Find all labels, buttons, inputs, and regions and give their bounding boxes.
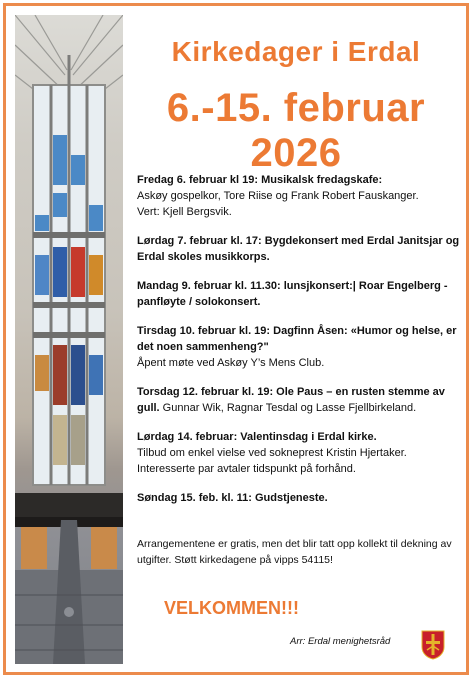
donation-info: Arrangementene er gratis, men det blir tatt opp kollekt til dekning av utgifter. Støtt kirkedagene på vipps 54115! bbox=[137, 538, 452, 566]
event-body-line: Interesserte par avtaler tidspunkt på forhånd. bbox=[137, 463, 356, 475]
event-body-line: Tilbud om enkel vielse ved sokneprest Kristin Hjertaker. bbox=[137, 447, 407, 459]
poster-title: Kirkedager i Erdal bbox=[171, 36, 421, 67]
event-heading: Lørdag 7. februar kl. 17: Bygdekonsert med Erdal Janitsjar og Erdal skoles musikkorps. bbox=[137, 235, 460, 263]
stained-glass-window-illustration bbox=[15, 15, 123, 664]
event-item bbox=[137, 172, 462, 220]
poster-dates: 6.-15. februar 2026 bbox=[166, 86, 426, 175]
event-heading: Fredag 6. februar kl 19: Musikalsk fredagskafe: bbox=[137, 174, 383, 186]
event-body-line: Vert: Kjell Bergsvik. bbox=[137, 206, 232, 218]
organizer-credit: Arr: Erdal menighetsråd bbox=[290, 636, 391, 647]
event-list bbox=[137, 172, 462, 519]
event-heading: Søndag 15. feb. kl. 11: Gudstjeneste. bbox=[137, 492, 328, 504]
event-item bbox=[137, 323, 462, 371]
church-of-norway-cross-icon bbox=[421, 630, 445, 660]
event-item bbox=[137, 429, 462, 477]
church-interior-photo bbox=[15, 15, 123, 664]
poster bbox=[3, 3, 469, 675]
event-heading: Lørdag 14. februar: Valentinsdag i Erdal kirke. bbox=[137, 431, 377, 443]
event-performers: Gunnar Wik, Ragnar Tesdal og Lasse Fjellbirkeland. bbox=[159, 402, 417, 414]
event-body-line: Askøy gospelkor, Tore Riise og Frank Robert Fauskanger. bbox=[137, 190, 419, 202]
event-heading: Torsdag 12. februar kl. 19: Ole Paus – en rusten stemme av gull. bbox=[137, 386, 445, 414]
welcome-text: VELKOMMEN!!! bbox=[164, 598, 299, 618]
event-item bbox=[137, 490, 462, 506]
event-heading: Tirsdag 10. februar kl. 19: Dagfinn Åsen: «Humor og helse, er det noen sammenheng?" bbox=[137, 325, 457, 353]
event-item bbox=[137, 384, 462, 416]
event-body-line: Åpent møte ved Askøy Y’s Mens Club. bbox=[137, 357, 325, 369]
event-item bbox=[137, 233, 462, 265]
event-heading: Mandag 9. februar kl. 11.30: lunsjkonsert:| Roar Engelberg - panfløyte / solokonsert. bbox=[137, 280, 448, 308]
event-item bbox=[137, 278, 462, 310]
